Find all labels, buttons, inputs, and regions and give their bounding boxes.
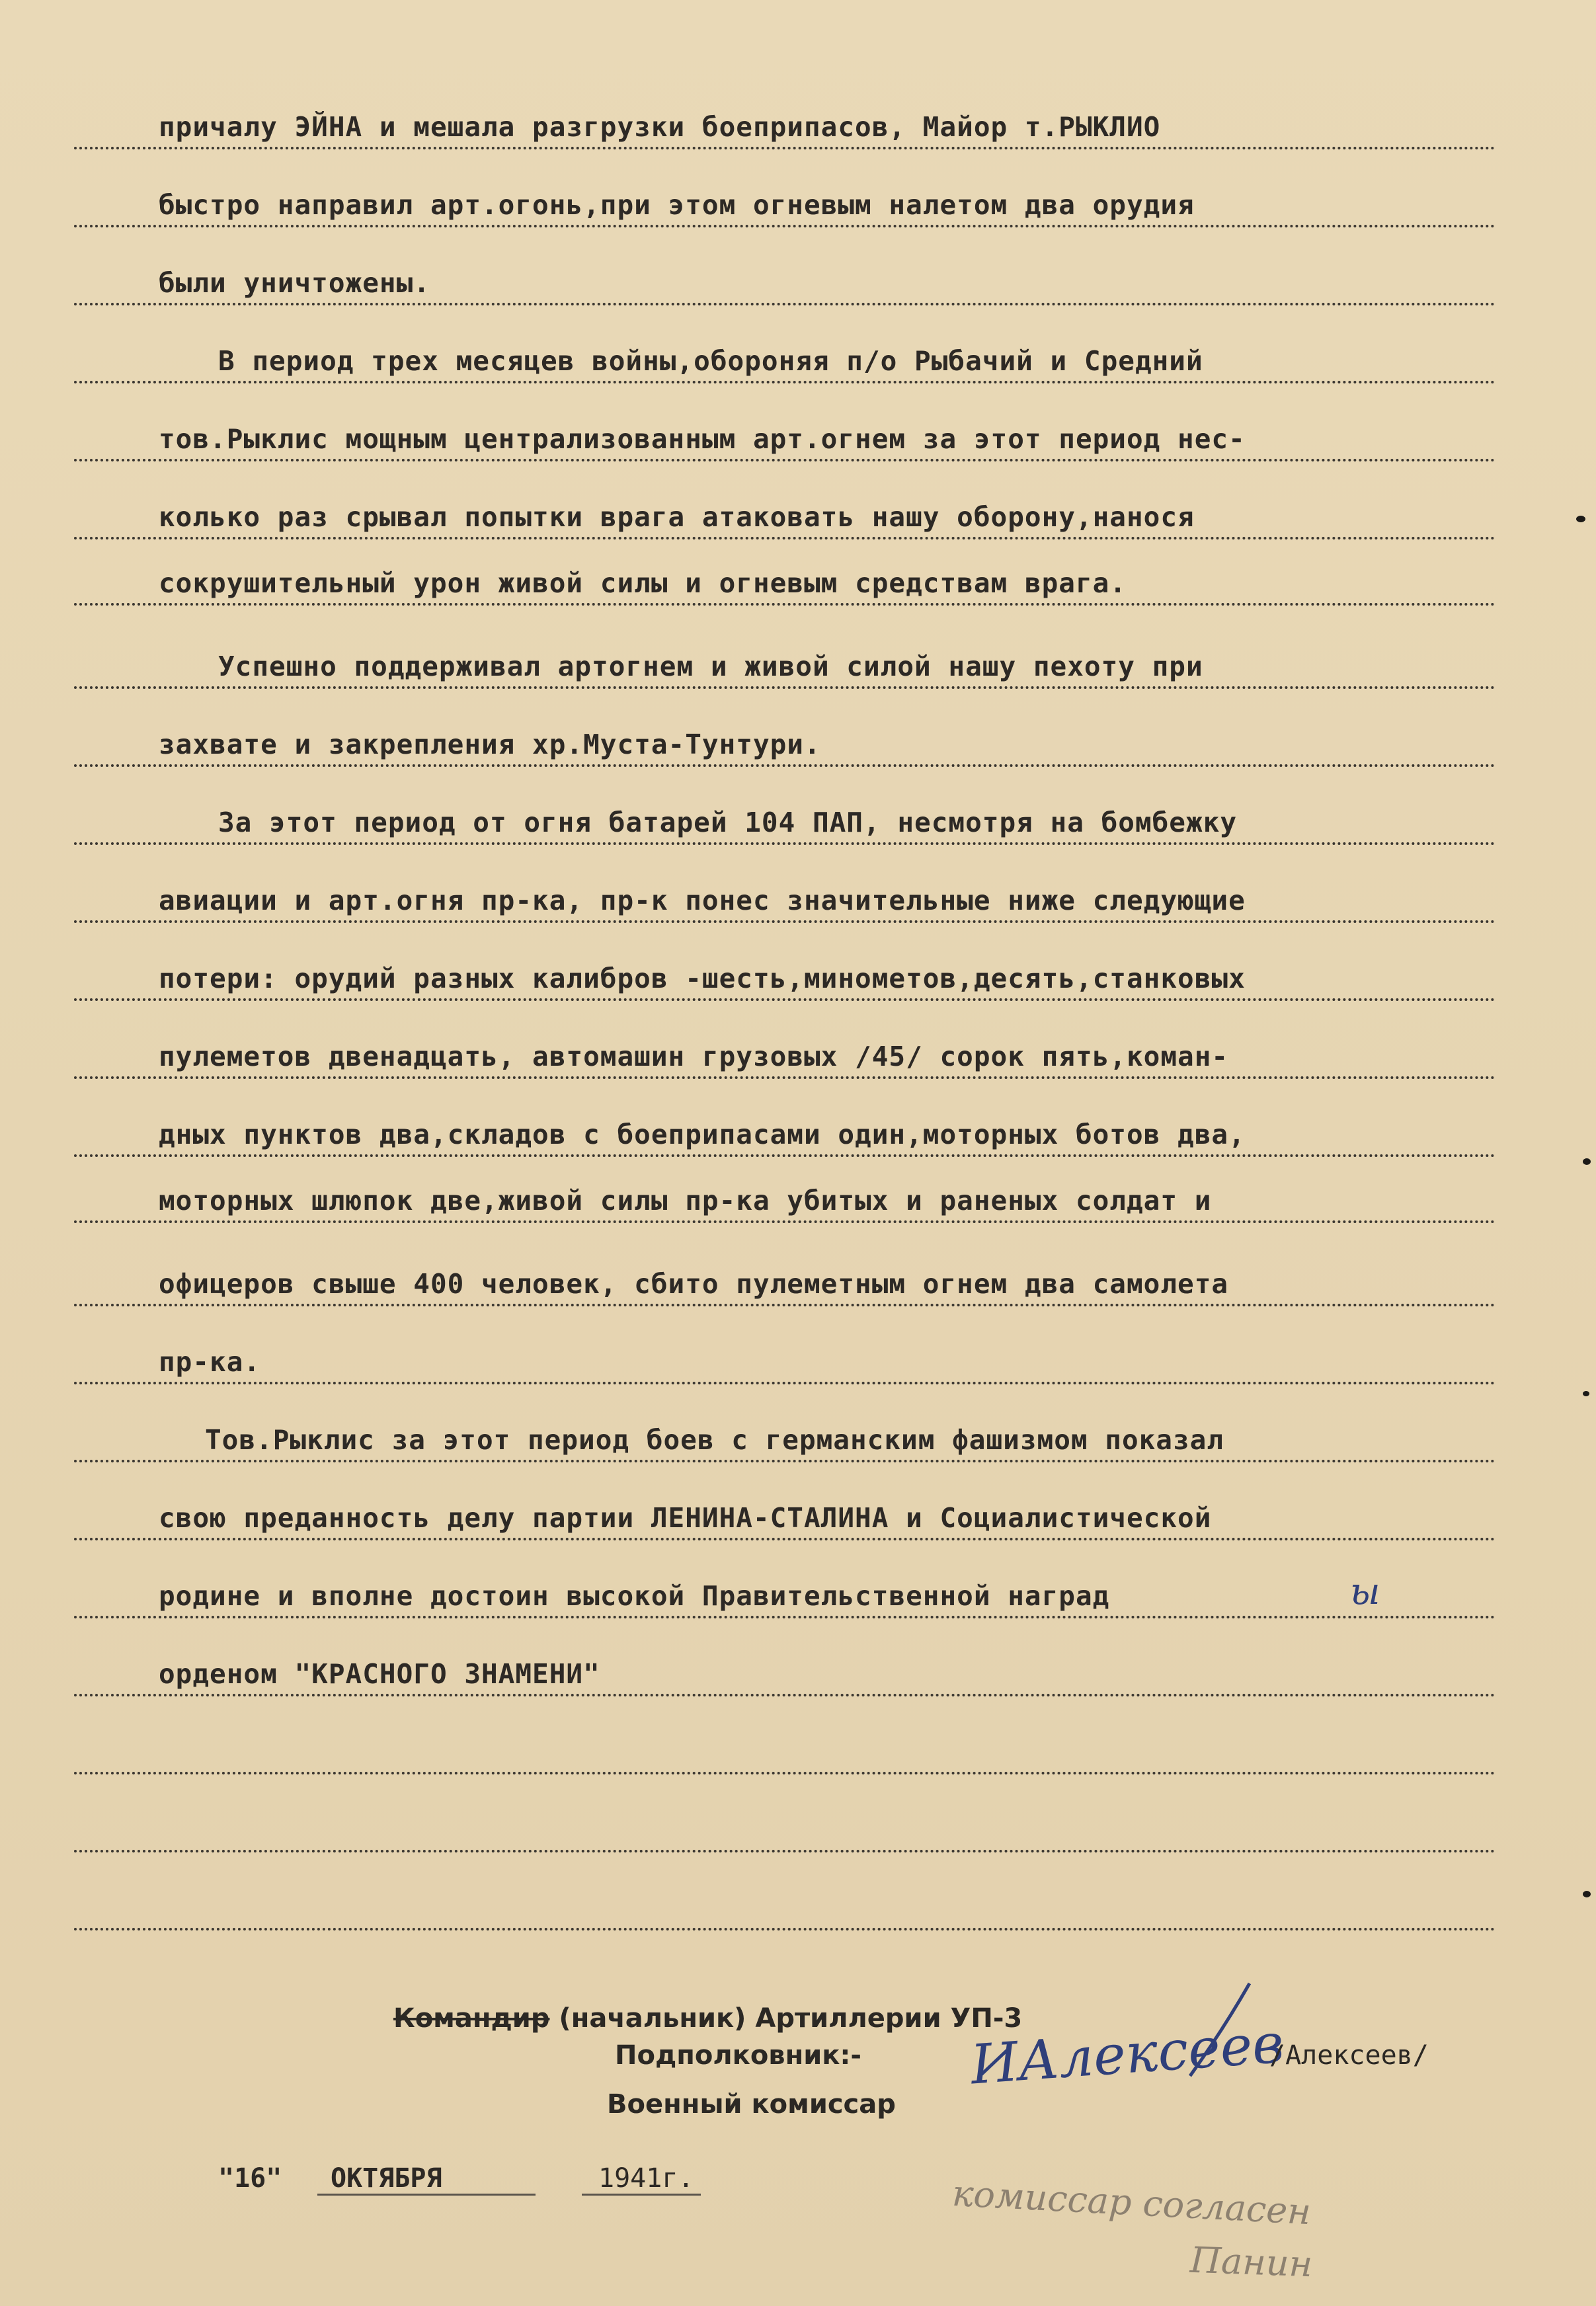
signer-name: /Алексеев/ (1269, 2040, 1429, 2071)
text-line (74, 251, 1496, 305)
date-month: ОКТЯБРЯ (331, 2163, 442, 2194)
text-line (74, 791, 1496, 845)
handwritten-correction: ы (1350, 1570, 1380, 1613)
text-line (74, 1408, 1496, 1462)
text-line (74, 1252, 1496, 1306)
line-text: пулеметов двенадцать, автомашин грузовых /45/ сорок пять,коман- (159, 1041, 1229, 1072)
handwritten-signature: ИАлексеев (969, 2012, 1286, 2097)
line-text: свою преданность делу партии ЛЕНИНА-СТАЛИНА и Социалистической (159, 1502, 1212, 1534)
date-day: "16" (218, 2163, 282, 2194)
line-text: офицеров свыше 400 человек, сбито пулеметным огнем два самолета (159, 1268, 1229, 1300)
line-text: колько раз срывал попытки врага атаковать нашу оборону,нанося (159, 501, 1195, 533)
edge-mark (1583, 1158, 1591, 1165)
text-line (74, 635, 1496, 689)
line-text: причалу ЭЙНА и мешала разгрузки боеприпасов, Майор т.РЫКЛИО (159, 111, 1161, 143)
text-line (74, 551, 1496, 606)
line-text: родине и вполне достоин высокой Правительственной наград (159, 1580, 1110, 1612)
line-text: авиации и арт.огня пр-ка, пр-к понес значительные ниже следующие (159, 885, 1246, 916)
line-text: захвате и закрепления хр.Муста-Тунтури. (159, 729, 821, 760)
commander-label-rest: (начальник) Артиллерии УП-3 (559, 2003, 1023, 2034)
text-line (74, 95, 1496, 149)
text-line (74, 1798, 1496, 1852)
line-text: За этот период от огня батарей 104 ПАП, несмотря на бомбежку (218, 807, 1238, 838)
signature-stroke (1183, 1977, 1263, 2083)
text-line (74, 869, 1496, 923)
text-line (74, 173, 1496, 227)
text-line (74, 329, 1496, 383)
text-line (74, 1025, 1496, 1079)
line-text: потери: орудий разных калибров -шесть,минометов,десять,станковых (159, 963, 1246, 994)
edge-mark (1576, 516, 1585, 522)
line-text: Тов.Рыклис за этот период боев с германским фашизмом показал (205, 1424, 1224, 1456)
commissar-label: Военный комиссар (607, 2089, 896, 2120)
pencil-note-line1: комиссар согласен (951, 2172, 1312, 2233)
line-text: Успешно поддерживал артогнем и живой силой нашу пехоту при (218, 651, 1203, 682)
text-line (74, 1330, 1496, 1384)
text-line (74, 1486, 1496, 1540)
edge-mark (1583, 1891, 1591, 1897)
line-text: В период трех месяцев войны,обороняя п/о Рыбачий и Средний (218, 345, 1203, 377)
text-line (74, 1720, 1496, 1774)
text-line (74, 947, 1496, 1001)
line-text: тов.Рыклис мощным централизованным арт.огнем за этот период нес- (159, 423, 1246, 455)
line-text: пр-ка. (159, 1346, 261, 1378)
rank-label: Подполковник:- (615, 2040, 862, 2071)
pencil-note-line2: Панин (1189, 2239, 1314, 2286)
line-text: быстро направил арт.огонь,при этом огневым налетом два орудия (159, 189, 1195, 221)
text-line (74, 1169, 1496, 1223)
line-text: моторных шлюпок две,живой силы пр-ка убитых и раненых солдат и (159, 1185, 1212, 1216)
text-line (74, 1876, 1496, 1930)
commander-label (393, 2003, 1022, 2034)
text-line (74, 485, 1496, 539)
line-text: орденом "КРАСНОГО ЗНАМЕНИ" (159, 1658, 600, 1690)
date-year-line (582, 2194, 701, 2196)
commander-label-struck: Командир (393, 2003, 550, 2034)
edge-mark (1583, 1391, 1589, 1396)
line-text: дных пунктов два,складов с боеприпасами один,моторных ботов два, (159, 1119, 1246, 1150)
date-month-line (317, 2194, 536, 2196)
text-line (74, 1564, 1496, 1618)
date-year: 1941г. (598, 2163, 694, 2194)
text-line (74, 407, 1496, 461)
line-text: сокрушительный урон живой силы и огневым средствам врага. (159, 567, 1127, 599)
text-line (74, 1642, 1496, 1696)
line-text: были уничтожены. (159, 267, 430, 299)
text-line (74, 1103, 1496, 1157)
text-line (74, 713, 1496, 767)
